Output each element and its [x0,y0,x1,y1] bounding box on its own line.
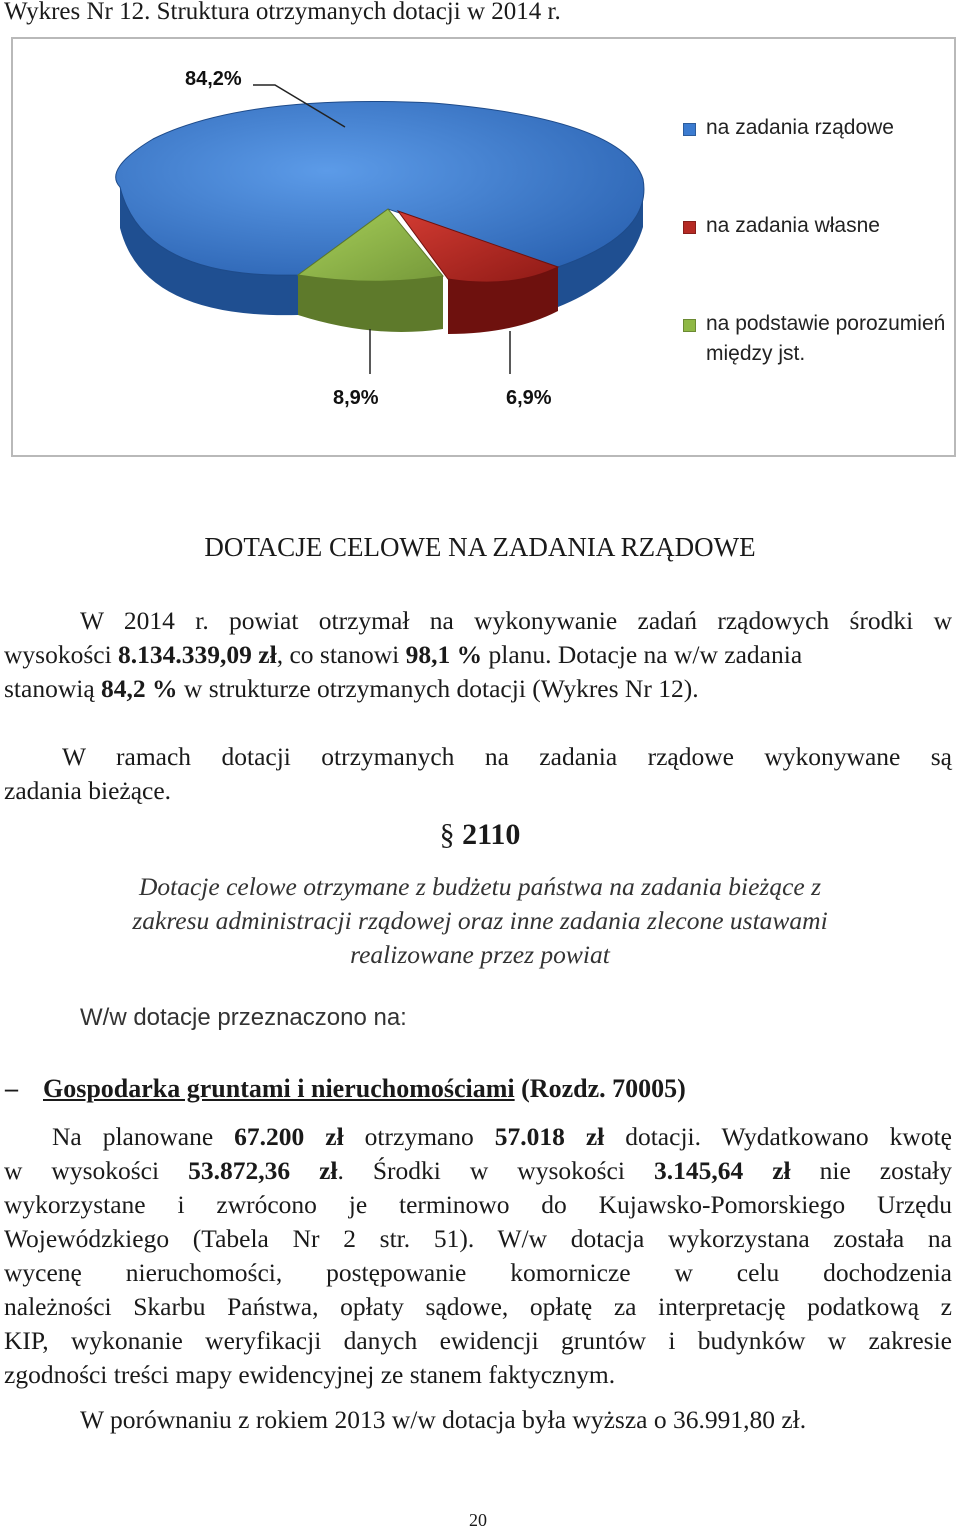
detail-line-1: Na planowane 67.200 zł otrzymano 57.018 zł dotacji. Wydatkowano kwotę [52,1122,952,1151]
detail-line-2: w wysokości 53.872,36 zł. Środki w wysokości 3.145,64 zł nie zostały [4,1156,952,1185]
paragraph-description: Dotacje celowe otrzymane z budżetu państwa na zadania bieżące z zakresu administracji rządowej oraz inne zadania zlecone ustawami realizowane przez powiat [132,872,828,969]
section-heading: DOTACJE CELOWE NA ZADANIA RZĄDOWE [204,532,756,562]
bullet-gospodarka: – Gospodarka gruntami i nieruchomościami (Rozdz. 70005) [5,1074,686,1103]
comparison-text: W porównaniu z rokiem 2013 w/w dotacja była wyższa o 36.991,80 zł. [80,1405,807,1434]
legend-item-rzadowe [683,117,946,143]
intro-line-2: wysokości 8.134.339,09 zł, co stanowi 98,1 % planu. Dotacje na w/w zadania [4,640,803,669]
ramach-line-1: W ramach dotacji otrzymanych na zadania rządowe wykonywane są [62,742,952,771]
label-wlasne: 6,9% [506,387,552,409]
allocation-intro: W/w dotacje przeznaczono na: [80,1004,407,1031]
ramach-line-2: zadania bieżące. [4,776,172,805]
detail-line-5: wycenę nieruchomości, postępowanie komornicze w celu dochodzenia [4,1258,952,1287]
legend-swatch-wlasne [683,221,696,234]
detail-line-3: wykorzystane i zwrócono je terminowo do Kujawsko-Pomorskiego Urzędu [4,1190,952,1219]
page-number: 20 [469,1510,487,1530]
legend-swatch-porozumienia [683,319,696,332]
legend-label-porozumienia: na podstawie porozumień między jst. [706,312,946,365]
label-rzadowe: 84,2% [185,68,242,90]
intro-line-1: W 2014 r. powiat otrzymał na wykonywanie zadań rządowych środki w [80,606,952,635]
pie-chart [11,37,956,457]
legend-item-wlasne [683,215,946,241]
chart-caption: Wykres Nr 12. Struktura otrzymanych dotacji w 2014 r. [4,0,561,25]
legend-item-porozumienia [683,313,946,369]
legend-label-wlasne: na zadania własne [706,214,880,237]
pie-chart-svg [13,39,958,459]
detail-line-8: zgodności treści mapy ewidencyjnej ze stanem faktycznym. [4,1360,616,1389]
slice-side-porozumienia [298,275,443,332]
intro-line-3: stanowią 84,2 % w strukturze otrzymanych dotacji (Wykres Nr 12). [4,674,699,703]
detail-line-4: Wojewódzkiego (Tabela Nr 2 str. 51). W/w dotacja wykorzystana została na [4,1224,952,1253]
legend-label-rzadowe: na zadania rządowe [706,116,894,139]
detail-line-6: należności Skarbu Państwa, opłaty sądowe, opłatę za interpretację podatkową z [4,1292,952,1321]
legend-swatch-rzadowe [683,123,696,136]
detail-line-7: KIP, wykonanie weryfikacji danych ewidencji gruntów i budynków w zakresie [4,1326,952,1355]
paragraph-number: § 2110 [439,818,521,851]
bullet-title: Gospodarka gruntami i nieruchomościami [43,1074,515,1103]
label-porozumienia: 8,9% [333,387,379,409]
